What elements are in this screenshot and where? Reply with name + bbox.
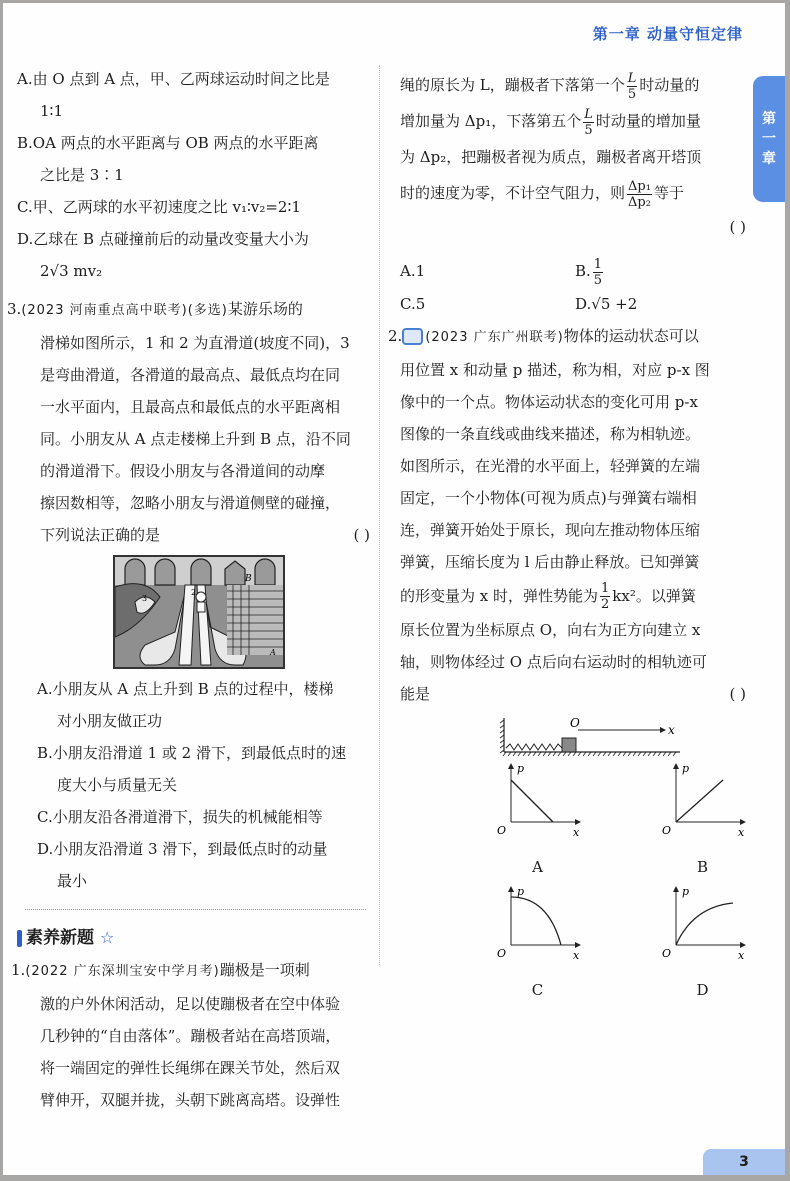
y-arrow [508,763,514,769]
x-axis-label: x [737,825,744,839]
x-axis-label: x [737,948,744,962]
fraction: $\frac{L}{5}$ [627,70,637,102]
section-separator [25,909,366,910]
question-text-last: 下列说法正确的是 ( ) [17,519,372,551]
graph-label: D [696,980,709,999]
q3-option-b-cont: 度大小与质量无关 [57,776,178,794]
question-text: 某游乐场的 [227,300,303,318]
question-text: 擦因数相等，忽略小朋友与滑道侧壁的碰撞， [40,494,341,512]
star-icon: ☆ [100,928,115,947]
question-source: (2023 河南重点高中联考) [21,303,188,318]
section-heading [17,922,372,954]
question-text: 图像的一条直线或曲线来描述，称为相轨迹。 [400,424,701,443]
question-text: 固定，一个小物体(可视为质点)与弹簧右端相 [400,488,697,507]
q3-option-c: C.小朋友沿各滑道滑下，损失的机械能相等 [37,808,323,826]
point-label-a: A [270,648,276,657]
q3-first-line [7,293,372,327]
graph-option-a[interactable] [455,760,620,883]
right-column [388,67,748,1006]
option-b: B.OA 两点的水平距离与 OB 两点的水平距离 [17,134,319,152]
question-text: 像中的一个点。物体运动状态的变化可用 p-x [400,392,698,411]
question-source: (2023 广东广州联考) [425,329,564,345]
phase-curve [511,780,553,822]
answer-line [400,211,748,241]
x-axis-label: x [572,948,579,962]
graph-option-d[interactable] [620,883,785,1006]
side-tab-char: 章 [762,151,776,167]
origin-label: O [661,946,671,960]
x-arrow [740,819,746,825]
axis-label: x [668,722,675,737]
graph-c [493,883,583,963]
question-text: 将一端固定的弹性长绳绑在踝关节处，然后双 [40,1059,341,1077]
prev-question-options [17,63,372,287]
left-column [7,63,372,1116]
ratio-fraction: $\frac{\text{Δp₁}}{\text{Δp₂}}$ [628,178,651,210]
graph-a [493,760,583,840]
question-3 [7,293,372,897]
origin-label: O [570,715,580,730]
slide-figure [115,557,283,667]
question-number: 3. [7,300,22,318]
option-d-cont: 2√3 mv₂ [40,262,103,280]
section-title: 素养新题 [26,928,94,948]
question-text: 一水平面内，且最高点和最低点的水平距离相 [40,398,341,416]
question-text: 的形变量为 x 时，弹性势能为 $\frac{1}{2}$ kx²。以弹簧 [400,581,696,612]
answer-blank[interactable]: ( ) [353,526,370,544]
q1-first-line: 1.(2022 广东深圳宝安中学月考)蹦极是一项刺 [11,961,310,979]
spring-diagram [490,710,690,760]
question-tag: (多选) [187,303,228,318]
q1-options [400,255,748,320]
q1-option-b: B. $\frac{1}{5}$ [575,256,603,288]
graph-d [658,883,748,963]
question-text: 的滑道滑下。假设小朋友与各滑道间的动摩 [40,462,326,480]
origin-label: O [661,823,671,837]
chapter-header: 第一章 动量守恒定律 [592,25,743,43]
q1-cont-line: 时的速度为零，不计空气阻力，则 $\frac{\text{Δp₁}}{\text{Δp₂}}$ 等于 [400,178,684,210]
q3-option-a: A.小朋友从 A 点上升到 B 点的过程中，楼梯 [37,680,334,698]
answer-blank[interactable]: ( ) [729,218,746,236]
option-a: A.由 O 点到 A 点，甲、乙两球运动时间之比是 [17,70,330,88]
question-text: 同。小朋友从 A 点走楼梯上升到 B 点，沿不同 [40,430,351,448]
slide-illustration [113,555,285,669]
question-text: 连，弹簧开始处于原长，现向左推动物体压缩 [400,520,701,539]
q3-option-b: B.小朋友沿滑道 1 或 2 滑下，到最低点时的速 [37,744,346,762]
question-text: 用位置 x 和动量 p 描述，称为相，对应 p-x 图 [400,360,710,379]
y-arrow [673,886,679,892]
q3-option-d-cont: 最小 [57,872,88,890]
y-axis-label: p [516,761,524,775]
q1-cont-line: 绳的原长为 L，蹦极者下落第一个 $\frac{L}{5}$ 时动量的 [400,70,700,102]
option-d: D.乙球在 B 点碰撞前后的动量改变量大小为 [17,230,309,248]
question-text: 激的户外休闲活动，足以使蹦极者在空中体验 [40,995,341,1013]
option-a-cont: 1∶1 [40,102,63,120]
graph-b [658,760,748,840]
column-divider [379,65,380,965]
question-text: 原长位置为坐标原点 O，向右为正方向建立 x [400,620,701,639]
q1-cont-line: 为 Δp₂，把蹦极者视为质点，蹦极者离开塔顶 [400,148,702,166]
question-text-last: 能是 ( ) [400,678,748,710]
question-number: 1. [11,961,26,979]
graph-label: C [531,980,544,999]
question-number: 2. [388,326,403,345]
question-text: 滑梯如图所示，1 和 2 为直滑道(坡度不同)，3 [40,334,350,352]
question-text: 弹簧，压缩长度为 l 后由静止释放。已知弹簧 [400,552,700,571]
question-1 [11,954,372,1116]
video-icon[interactable] [402,328,423,345]
q1-option-a: A.1 [400,262,426,280]
q2-first-line: 2. (2023 广东广州联考)物体的运动状态可以 [388,326,699,345]
origin-label: O [496,946,506,960]
q1-cont-line: 增加量为 Δp₁，下落第五个 $\frac{L}{5}$ 时动量的增加量 [400,106,701,138]
x-arrow [740,942,746,948]
y-axis-label: p [681,884,689,898]
question-text: 是弯曲滑道，各滑道的最高点、最低点均在同 [40,366,341,384]
x-arrow [575,942,581,948]
option-c: C.甲、乙两球的水平初速度之比 v₁∶v₂=2∶1 [17,198,301,216]
graph-option-c[interactable] [455,883,620,1006]
answer-blank[interactable]: ( ) [729,684,746,703]
graph-label: B [696,857,709,876]
x-axis-label: x [572,825,579,839]
q3-option-d: D.小朋友沿滑道 3 滑下，到最低点时的动量 [37,840,328,858]
q1-option-d: D.√5 +2 [575,294,638,313]
section-bar-icon [17,930,22,947]
point-label-b: B [245,574,252,584]
q1-option-c: C.5 [400,294,426,313]
option-b-cont: 之比是 3∶1 [40,166,124,184]
slide-label-3: 3 [142,594,148,603]
question-text: 轴，则物体经过 O 点后向右运动时的相轨迹可 [400,652,707,671]
chapter-side-tab[interactable] [753,76,785,202]
phase-curve [511,897,561,945]
q3-option-a-cont: 对小朋友做正功 [57,712,163,730]
graph-option-b[interactable] [620,760,785,883]
question-2 [388,320,748,1006]
side-tab-char: 一 [762,131,776,147]
graph-label: A [532,857,543,876]
y-arrow [673,763,679,769]
y-axis-label: p [516,884,524,898]
fraction: $\frac{L}{5}$ [584,106,593,138]
y-arrow [508,886,514,892]
origin-label: O [496,823,506,837]
phase-graphs [455,760,748,1006]
question-text: 臂伸开，双腿并拢，头朝下跳离高塔。设弹性 [40,1091,341,1109]
phase-curve [676,780,723,822]
x-arrow [575,819,581,825]
question-text: 如图所示，在光滑的水平面上，轻弹簧的左端 [400,456,701,475]
question-source: (2022 广东深圳宝安中学月考) [25,964,220,979]
slide-label-2: 2 [191,588,197,597]
y-axis-label: p [681,761,689,775]
side-tab-char: 第 [762,111,776,127]
question-text: 几秒钟的“自由落体”。蹦极者站在高塔顶端， [40,1027,341,1045]
page-number: 3 [703,1149,785,1175]
textbook-page [3,3,785,1175]
phase-curve [676,903,733,945]
